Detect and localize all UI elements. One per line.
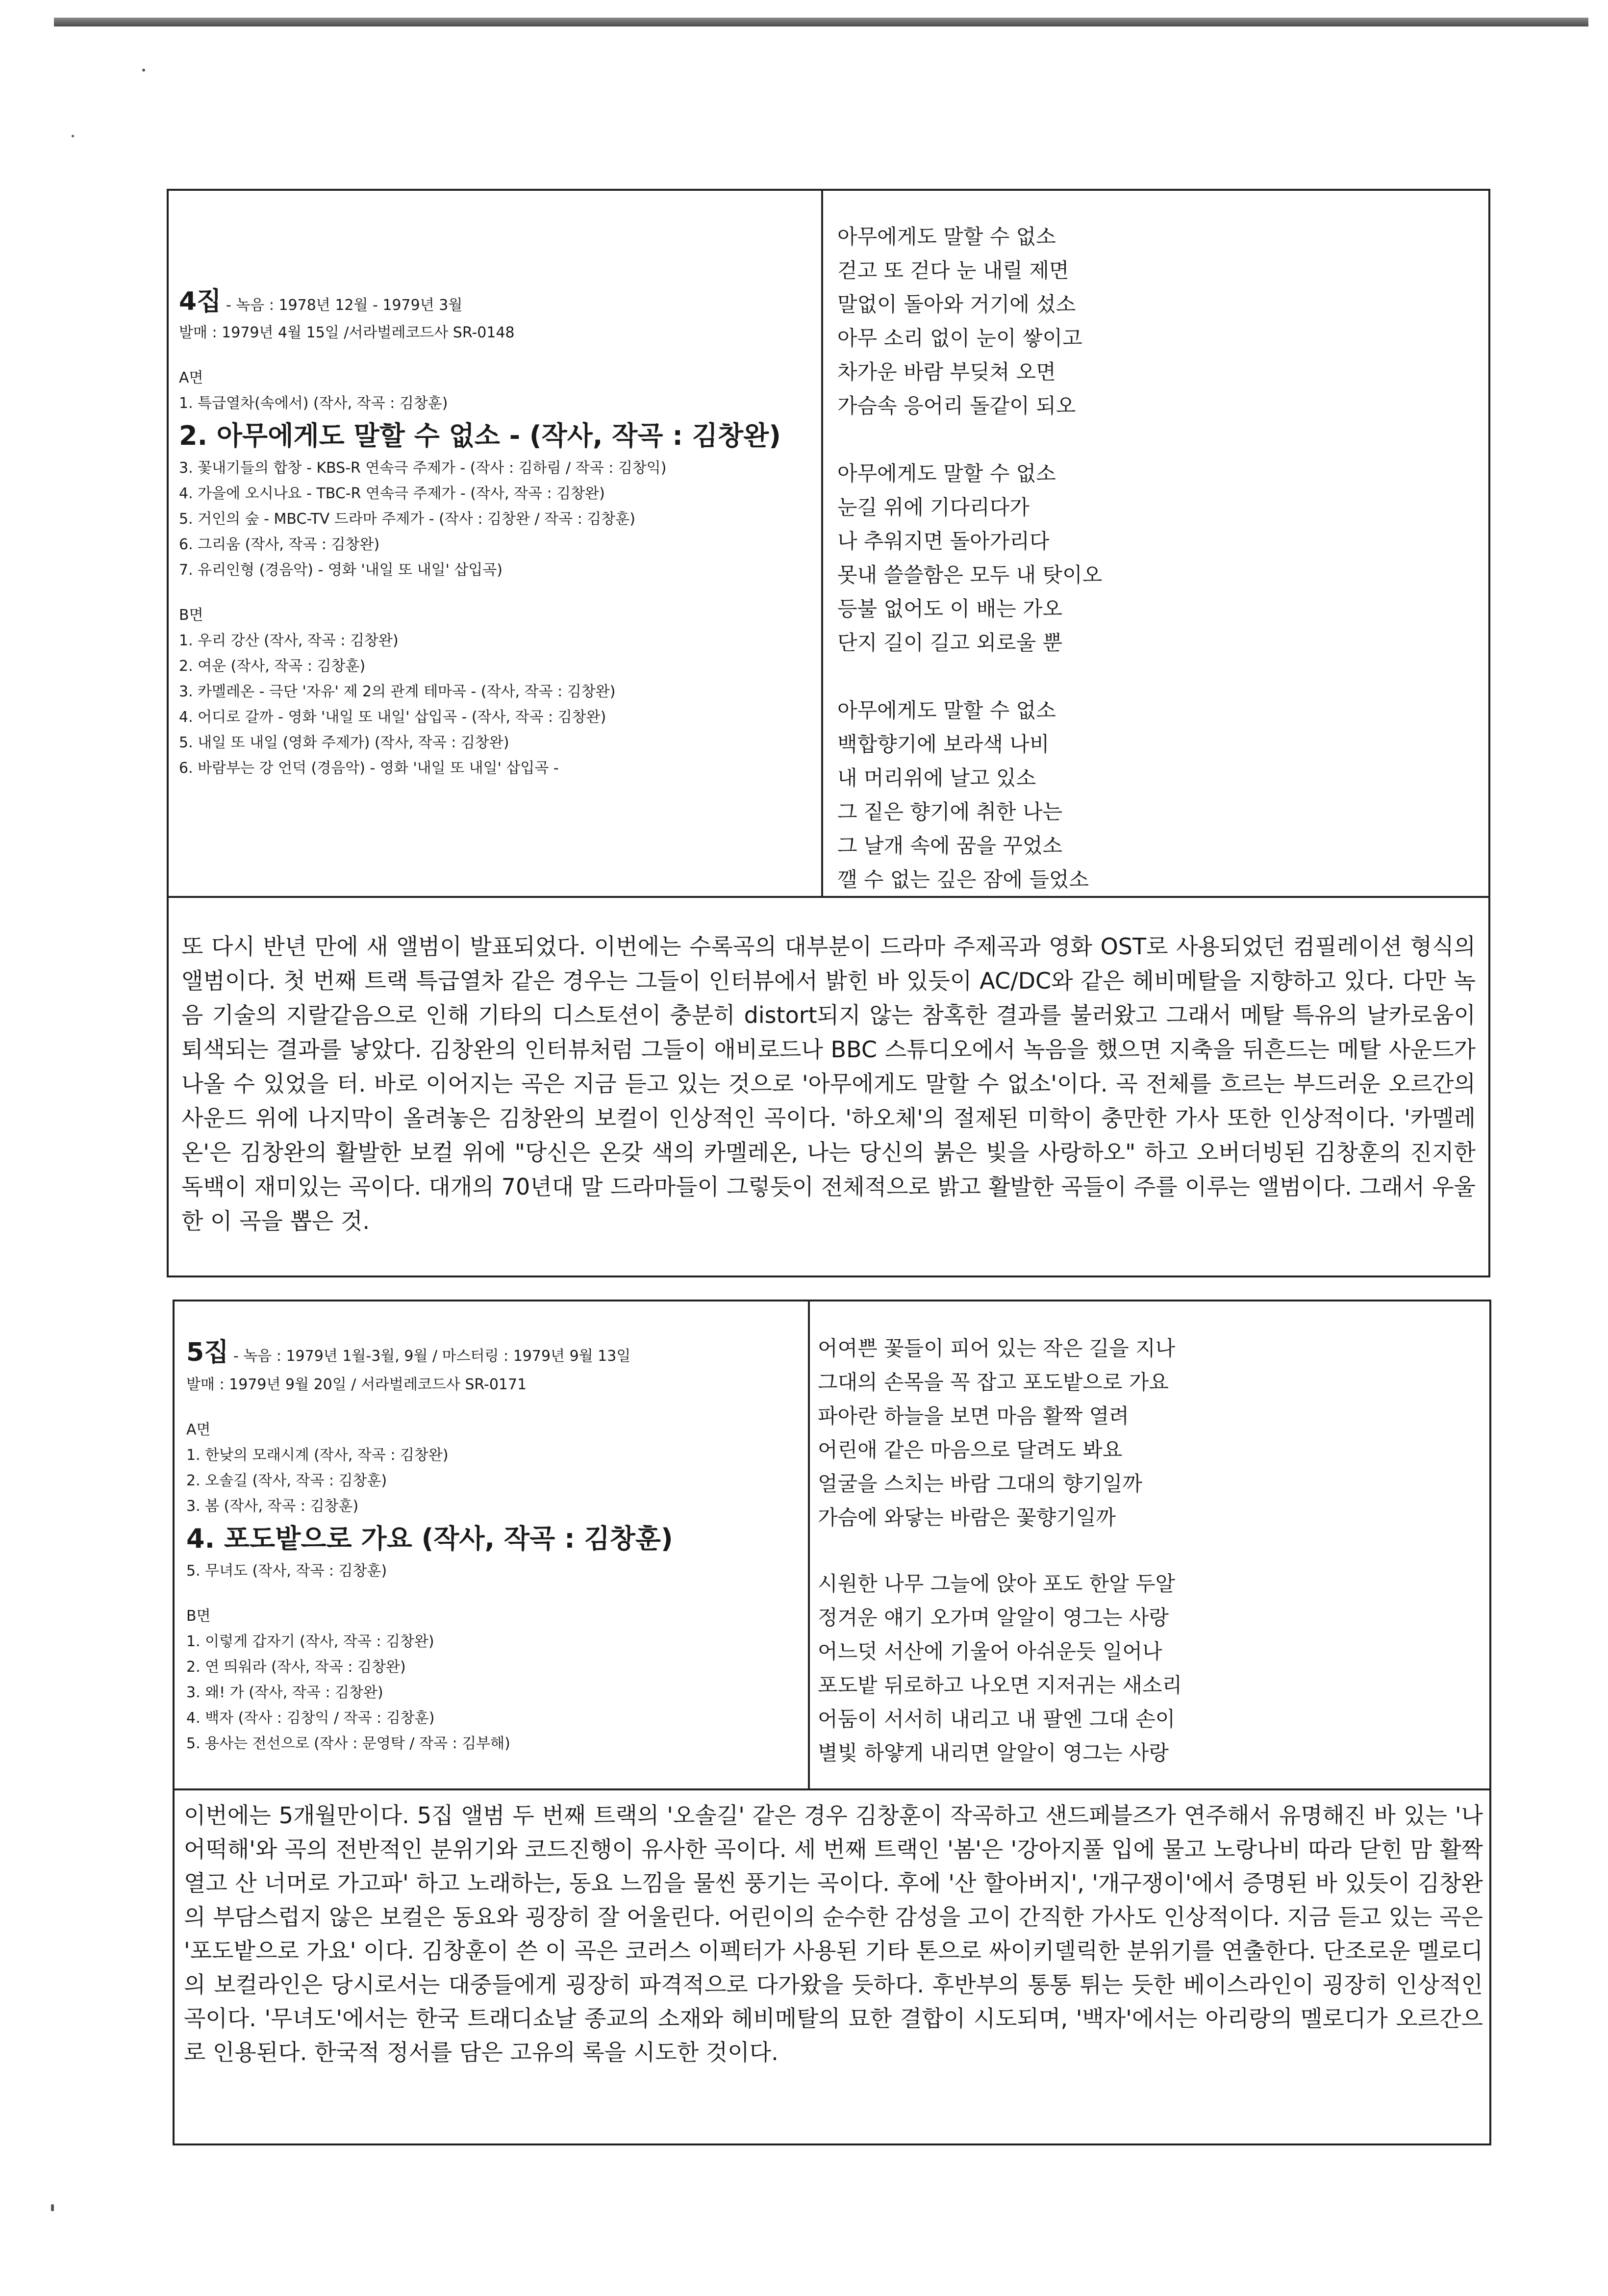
album-4-side-b-label: B면 bbox=[179, 607, 203, 624]
lyric-line: 그 짙은 향기에 취한 나는 bbox=[837, 800, 1063, 824]
track-item: 2. 연 띄워라 (작사, 작곡 : 김창완) bbox=[186, 1658, 406, 1676]
lyric-line: 아무 소리 없이 눈이 쌓이고 bbox=[837, 326, 1082, 350]
track-item: 4. 가을에 오시나요 - TBC-R 연속극 주제가 - (작사, 작곡 : 김창완) bbox=[179, 485, 605, 502]
album-5-lyrics bbox=[818, 1331, 1484, 1770]
album-5-review: 이번에는 5개월만이다. 5집 앨범 두 번째 트랙의 '오솔길' 같은 경우 김창훈이 작곡하고 샌드페블즈가 연주해서 유명해진 바 있는 '나 어떡해'와 곡의 전반적인 분위기와 코드진행이 유사한 곡이다. 세 번째 트랙인 '봄'은 '강아지풀 입에 물고 노랑나비 따라 닫힌 맘 활짝 열고 산 너머로 가고파' 하고 노래하는, 동요 느낌을 물씬 풍기는 곡이다. 후에 '산 할아버지', '개구쟁이'에서 증명된 바 있듯이 김창완의 부담스럽지 않은 보컬은 동요와 굉장히 잘 어울린다. 어린이의 순수한 감성을 고이 간직한 가사도 인상적이다. 지금 듣고 있는 곡은 '포도밭으로 가요' 이다. 김창훈이 쓴 이 곡은 코러스 이펙터가 사용된 기타 톤으로 싸이키델릭한 분위기를 연출한다. 단조로운 멜로디의 보컬라인은 당시로서는 대중들에게 굉장히 파격적으로 다가왔을 듯하다. 후반부의 통통 튀는 듯한 베이스라인이 굉장히 인상적인 곡이다. '무녀도'에서는 한국 트래디쇼날 종교의 소재와 헤비메탈의 묘한 결합이 시도되며, '백자'에서는 아리랑의 멜로디가 오르간으로 인용된다. 한국적 정서를 담은 고유의 록을 시도한 것이다. bbox=[184, 1802, 1483, 2066]
album-4-recording: - 녹음 : 1978년 12월 - 1979년 3월 bbox=[221, 297, 463, 314]
lyric-line: 걷고 또 걷다 눈 내릴 제면 bbox=[837, 258, 1069, 282]
track-item: 2. 오솔길 (작사, 작곡 : 김창훈) bbox=[186, 1472, 387, 1489]
track-item: 1. 이렇게 갑자기 (작사, 작곡 : 김창완) bbox=[186, 1633, 434, 1650]
track-item: 7. 유리인형 (경음악) - 영화 '내일 또 내일' 삽입곡) bbox=[179, 561, 503, 579]
lyric-line: 깰 수 없는 깊은 잠에 들었소 bbox=[837, 867, 1089, 892]
album-4-lyrics bbox=[837, 220, 1484, 896]
scan-speck bbox=[142, 69, 145, 72]
scan-speck bbox=[72, 135, 74, 137]
track-item: 1. 특급열차(속에서) (작사, 작곡 : 김창훈) bbox=[179, 395, 448, 412]
track-item: 5. 내일 또 내일 (영화 주제가) (작사, 작곡 : 김창완) bbox=[179, 734, 509, 751]
album-4-review: 또 다시 반년 만에 새 앨범이 발표되었다. 이번에는 수록곡의 대부분이 드라마 주제곡과 영화 OST로 사용되었던 컴필레이션 형식의 앨범이다. 첫 번째 트랙 특급열차 같은 경우는 그들이 인터뷰에서 밝힌 바 있듯이 AC/DC와 같은 헤비메탈을 지향하고 있다. 다만 녹음 기술의 지랄같음으로 인해 기타의 디스토션이 충분히 distort되지 않는 참혹한 결과를 불러왔고 그래서 메탈 특유의 날카로움이 퇴색되는 결과를 낳았다. 김창완의 인터뷰처럼 그들이 애비로드나 BBC 스튜디오에서 녹음을 했으면 지축을 뒤흔드는 메탈 사운드가 나올 수 있었을 터. 바로 이어지는 곡은 지금 듣고 있는 것으로 '아무에게도 말할 수 없소'이다. 곡 전체를 흐르는 부드러운 오르간의 사운드 위에 나지막이 올려놓은 김창완의 보컬이 인상적인 곡이다. '하오체'의 절제된 미학이 충만한 가사 또한 인상적이다. '카멜레온'은 김창완의 활발한 보컬 위에 "당신은 온갖 색의 카멜레온, 나는 당신의 붉은 빛을 사랑하오" 하고 오버더빙된 김창훈의 진지한 독백이 재미있는 곡이다. 대개의 70년대 말 드라마들이 그렇듯이 전체적으로 밝고 활발한 곡들이 주를 이루는 앨범이다. 그래서 우울한 이 곡을 뽑은 것. bbox=[181, 933, 1476, 1234]
lyric-line: 정겨운 얘기 오가며 알알이 영그는 사랑 bbox=[818, 1606, 1169, 1630]
track-item: 2. 여운 (작사, 작곡 : 김창훈) bbox=[179, 658, 366, 675]
lyric-line: 단지 길이 길고 외로울 뿐 bbox=[837, 631, 1063, 655]
album-4-tracklist bbox=[179, 281, 816, 781]
album-5-title: 5집 bbox=[186, 1338, 229, 1367]
lyric-line: 가슴에 와닿는 바람은 꽃향기일까 bbox=[818, 1505, 1116, 1530]
track-item: 4. 어디로 갈까 - 영화 '내일 또 내일' 삽입곡 - (작사, 작곡 : 김창완) bbox=[179, 709, 606, 726]
lyric-line: 어느덧 서산에 기울어 아쉬운듯 일어나 bbox=[818, 1639, 1162, 1663]
scan-top-edge bbox=[54, 18, 1588, 26]
track-item: 5. 용사는 전선으로 (작사 : 문영탁 / 작곡 : 김부해) bbox=[186, 1735, 510, 1752]
lyric-line: 말없이 돌아와 거기에 섰소 bbox=[837, 292, 1076, 316]
album-4-side-a-label: A면 bbox=[179, 369, 203, 386]
album-4-release: 발매 : 1979년 4월 15일 /서라벌레코드사 SR-0148 bbox=[179, 324, 515, 341]
album-5-divider-vertical bbox=[808, 1300, 810, 1790]
lyric-line: 차가운 바람 부딪쳐 오면 bbox=[837, 360, 1056, 384]
album-5-heading bbox=[186, 1331, 804, 1368]
lyric-line: 아무에게도 말할 수 없소 bbox=[837, 461, 1056, 485]
album-5-tracklist bbox=[186, 1331, 804, 1757]
track-item: 3. 꽃내기들의 합창 - KBS-R 연속극 주제가 - (작사 : 김하림 / 작곡 : 김창익) bbox=[179, 459, 667, 477]
lyric-line: 얼굴을 스치는 바람 그대의 향기일까 bbox=[818, 1472, 1142, 1496]
album-4-featured-track: 2. 아무에게도 말할 수 없소 - (작사, 작곡 : 김창완) bbox=[179, 420, 781, 451]
lyric-line: 아무에게도 말할 수 없소 bbox=[837, 225, 1056, 249]
lyric-line: 내 머리위에 날고 있소 bbox=[837, 766, 1036, 790]
album-5-release: 발매 : 1979년 9월 20일 / 서라벌레코드사 SR-0171 bbox=[186, 1376, 527, 1393]
album-4-divider-vertical bbox=[821, 189, 823, 897]
lyric-line: 눈길 위에 기다리다가 bbox=[837, 495, 1030, 519]
lyric-line: 포도밭 뒤로하고 나오면 지저귀는 새소리 bbox=[818, 1673, 1182, 1697]
lyric-line: 백합향기에 보라색 나비 bbox=[837, 732, 1050, 756]
track-item: 5. 무녀도 (작사, 작곡 : 김창훈) bbox=[186, 1562, 387, 1580]
track-item: 6. 바람부는 강 언덕 (경음악) - 영화 '내일 또 내일' 삽입곡 - bbox=[179, 760, 559, 777]
lyric-line: 어여쁜 꽃들이 피어 있는 작은 길을 지나 bbox=[818, 1336, 1176, 1360]
track-item: 3. 왜! 가 (작사, 작곡 : 김창완) bbox=[186, 1684, 383, 1701]
lyric-line: 파아란 하늘을 보면 마음 활짝 열려 bbox=[818, 1404, 1129, 1428]
lyric-line: 어둠이 서서히 내리고 내 팔엔 그대 손이 bbox=[818, 1707, 1176, 1731]
album-4-title: 4집 bbox=[179, 287, 222, 316]
lyric-line: 별빛 하얗게 내리면 알알이 영그는 사랑 bbox=[818, 1741, 1169, 1765]
album-5-recording: - 녹음 : 1979년 1월-3월, 9월 / 마스터링 : 1979년 9월 13일 bbox=[228, 1348, 631, 1365]
lyric-line: 못내 쓸쓸함은 모두 내 탓이오 bbox=[837, 563, 1103, 587]
track-item: 1. 한낮의 모래시계 (작사, 작곡 : 김창완) bbox=[186, 1447, 449, 1464]
album-5-side-b-label: B면 bbox=[186, 1607, 211, 1625]
album-5-divider-horizontal bbox=[173, 1788, 1491, 1790]
album-5-side-a-label: A면 bbox=[186, 1421, 211, 1438]
lyric-line: 그 날개 속에 꿈을 꾸었소 bbox=[837, 834, 1063, 858]
scan-speck bbox=[51, 2204, 54, 2211]
lyric-line: 아무에게도 말할 수 없소 bbox=[837, 698, 1056, 722]
lyric-line: 등불 없어도 이 배는 가오 bbox=[837, 597, 1063, 621]
lyric-line: 어린애 같은 마음으로 달려도 봐요 bbox=[818, 1438, 1123, 1462]
track-item: 6. 그리움 (작사, 작곡 : 김창완) bbox=[179, 536, 380, 553]
lyric-line: 시원한 나무 그늘에 앉아 포도 한알 두알 bbox=[818, 1572, 1176, 1596]
track-item: 5. 거인의 숲 - MBC-TV 드라마 주제가 - (작사 : 김창완 / 작곡 : 김창훈) bbox=[179, 510, 635, 528]
track-item: 4. 백자 (작사 : 김창익 / 작곡 : 김창훈) bbox=[186, 1709, 435, 1727]
track-item: 1. 우리 강산 (작사, 작곡 : 김창완) bbox=[179, 632, 399, 649]
album-4-heading bbox=[179, 281, 816, 317]
track-item: 3. 카멜레온 - 극단 '자유' 제 2의 관계 테마곡 - (작사, 작곡 : 김창완) bbox=[179, 683, 616, 700]
lyric-line: 가슴속 응어리 돌같이 되오 bbox=[837, 394, 1076, 418]
lyric-line: 그대의 손목을 꼭 잡고 포도밭으로 가요 bbox=[818, 1370, 1169, 1394]
album-5-featured-track: 4. 포도밭으로 가요 (작사, 작곡 : 김창훈) bbox=[186, 1523, 673, 1554]
lyric-line: 나 추워지면 돌아가리다 bbox=[837, 529, 1050, 553]
track-item: 3. 봄 (작사, 작곡 : 김창훈) bbox=[186, 1498, 359, 1515]
